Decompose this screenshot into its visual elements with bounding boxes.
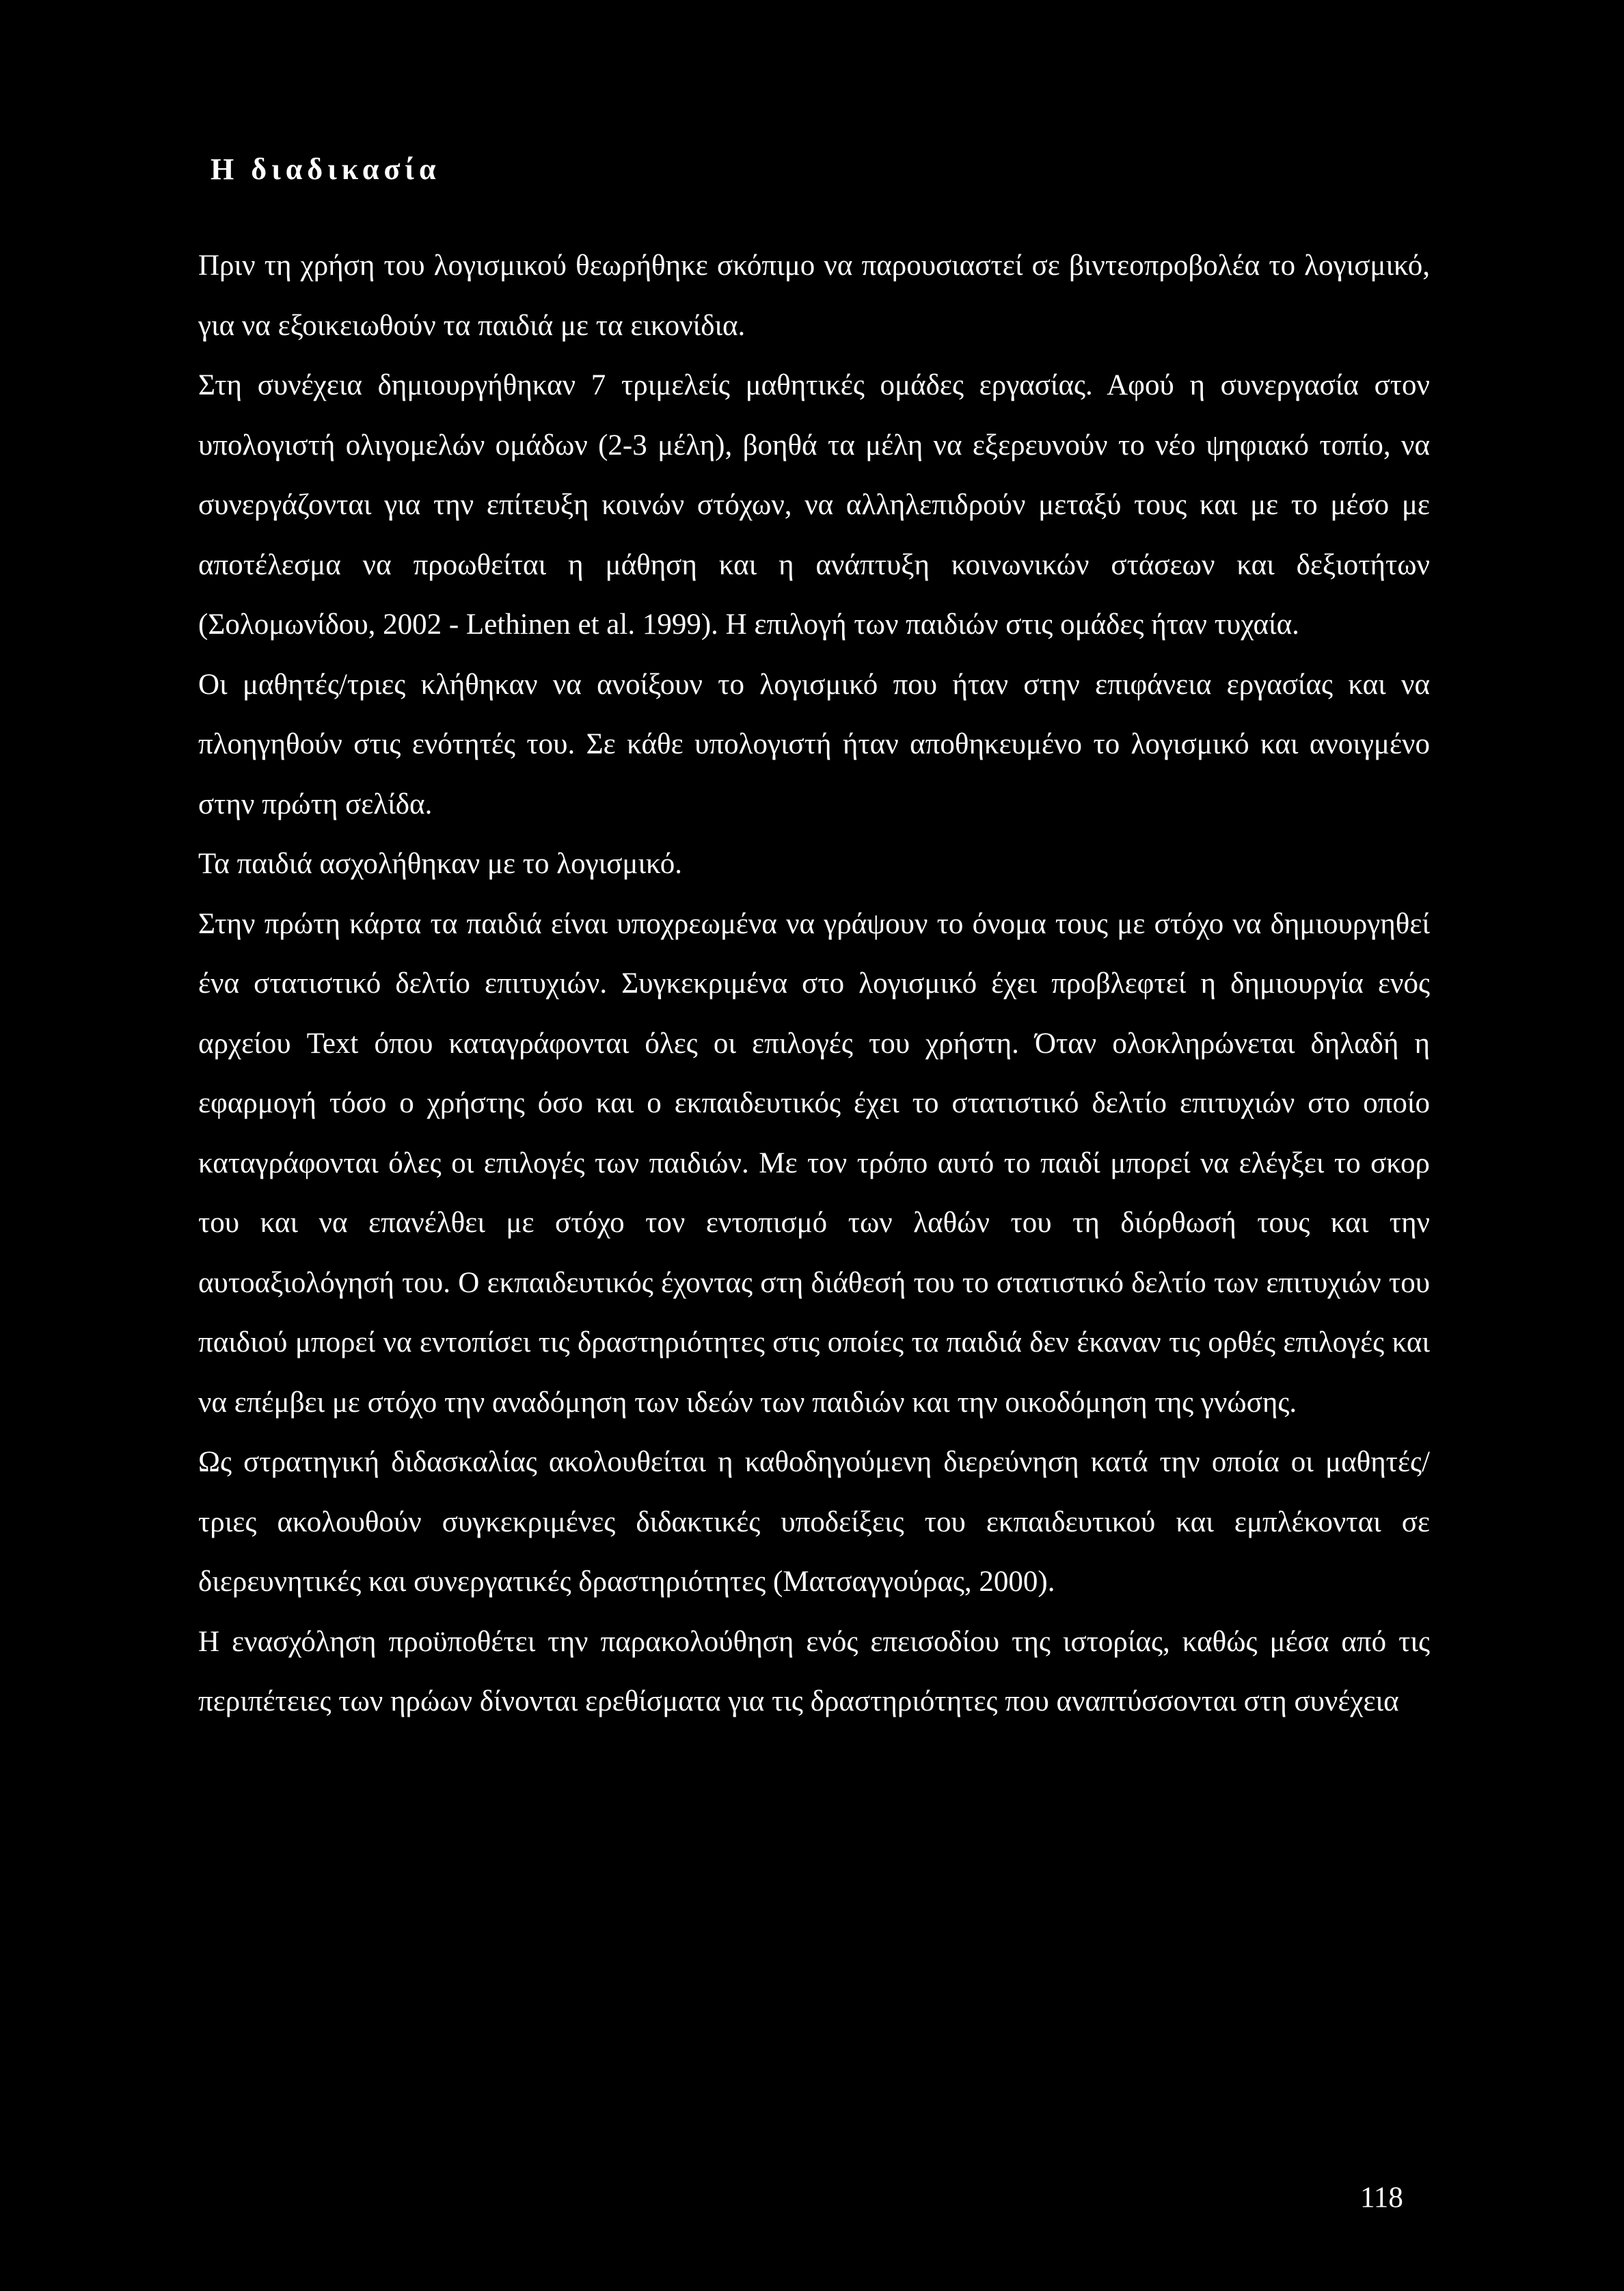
paragraph-strategy: Ως στρατηγική διδασκαλίας ακολουθείται η καθοδηγούμενη διερεύνηση κατά την οποία οι μαθητές/τριες ακολουθούν συγκεκριμένες διδακτικές υποδείξεις του εκπαιδευτικού και εμπλέκονται σε διερευνητικές και συνεργατικές δραστηριότητες (Ματσαγγούρας, 2000). (198, 1446, 1430, 1598)
paragraph-groups: Στη συνέχεια δημιουργήθηκαν 7 τριμελείς μαθητικές ομάδες εργασίας. Αφού η συνεργασία στον υπολογιστή ολιγομελών ομάδων (2-3 μέλη), βοηθά τα μέλη να εξερευνούν το νέο ψηφιακό τοπίο, να συνεργάζονται για την επίτευξη κοινών στόχων, να αλληλεπιδρούν μεταξύ τους και με το μέσο με αποτέλεσμα να προωθείται η μάθηση και η ανάπτυξη κοινωνικών στάσεων και δεξιοτήτων (Σολομωνίδου, 2002 - Lethinen et al. 1999). Η επιλογή των παιδιών στις ομάδες ήταν τυχαία. (198, 369, 1430, 641)
page-number: 118 (1360, 2182, 1403, 2214)
paragraph-intro: Πριν τη χρήση του λογισμικού θεωρήθηκε σκόπιμο να παρουσιαστεί σε βιντεοπροβολέα το λογισμικό, για να εξοικειωθούν τα παιδιά με τα εικονίδια. (198, 250, 1430, 342)
section-heading: Η διαδικασία (211, 152, 441, 186)
paragraph-software-open: Οι μαθητές/τριες κλήθηκαν να ανοίξουν το λογισμικό που ήταν στην επιφάνεια εργασίας και να πλοηγηθούν στις ενότητές του. Σε κάθε υπολογιστή ήταν αποθηκευμένο το λογισμικό και ανοιγμένο στην πρώτη σελίδα. (198, 668, 1430, 820)
paragraph-statistics: Στην πρώτη κάρτα τα παιδιά είναι υποχρεωμένα να γράψουν το όνομα τους με στόχο να δημιουργηθεί ένα στατιστικό δελτίο επιτυχιών. Συγκεκριμένα στο λογισμικό έχει προβλεφτεί η δημιουργία ενός αρχείου Text όπου καταγράφονται όλες οι επιλογές του χρήστη. Όταν ολοκληρώνεται δηλαδή η εφαρμογή τόσο ο χρήστης όσο και ο εκπαιδευτικός έχει το στατιστικό δελτίο επιτυχιών στο οποίο καταγράφονται όλες οι επιλογές των παιδιών. Με τον τρόπο αυτό το παιδί μπορεί να ελέγξει το σκορ του και να επανέλθει με στόχο τον εντοπισμό των λαθών του τη διόρθωσή τους και την αυτοαξιολόγησή του. Ο εκπαιδευτικός έχοντας στη διάθεσή του το στατιστικό δελτίο των επιτυχιών του παιδιού μπορεί να εντοπίσει τις δραστηριότητες στις οποίες τα παιδιά δεν έκαναν τις ορθές επιλογές και να επέμβει με στόχο την αναδόμηση των ιδεών των παιδιών και την οικοδόμηση της γνώσης. (198, 907, 1430, 1419)
body-text (198, 236, 1430, 1732)
paragraph-engagement: Τα παιδιά ασχολήθηκαν με το λογισμικό. (198, 848, 682, 880)
paragraph-story: Η ενασχόληση προϋποθέτει την παρακολούθηση ενός επεισοδίου της ιστορίας, καθώς μέσα από τις περιπέτειες των ηρώων δίνονται ερεθίσματα για τις δραστηριότητες που αναπτύσσονται στη συνέχεια (198, 1625, 1430, 1717)
